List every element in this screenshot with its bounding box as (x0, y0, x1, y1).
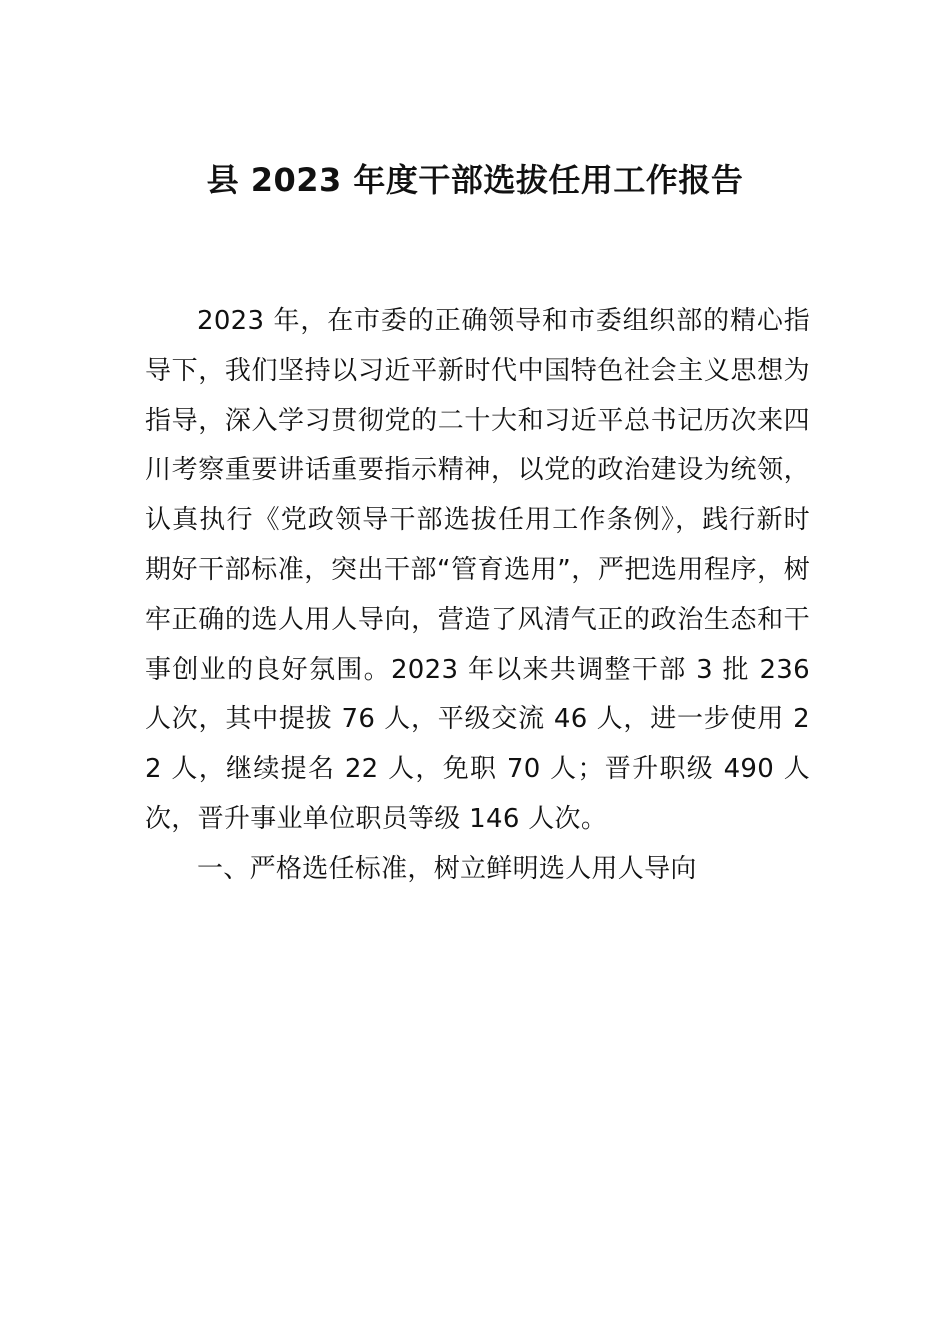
section-heading: 一、严格选任标准，树立鲜明选人用人导向 (197, 853, 697, 884)
document-title: 县 2023 年度干部选拔任用工作报告 (206, 161, 744, 199)
body-paragraph: 2023 年，在市委的正确领导和市委组织部的精心指导下，我们坚持以习近平新时代中国特色社会主义思想为指导，深入学习贯彻党的二十大和习近平总书记历次来四川考察重要讲话重要指示精神，以党的政治建设为统领，认真执行《党政领导干部选拔任用工作条例》，践行新时期好干部标准，突出干部“管育选用”，严把选用程序，树牢正确的选人用人导向，营造了风清气正的政治生态和干事创业的良好氛围。2023 年以来共调整干部 3 批 236 人次，其中提拔 76 人，平级交流 46 人，进一步使用 22 人，继续提名 22 人，免职 70 人；晋升职级 490 人次，晋升事业单位职员等级 146 人次。 (145, 306, 810, 834)
document-body (145, 297, 810, 895)
